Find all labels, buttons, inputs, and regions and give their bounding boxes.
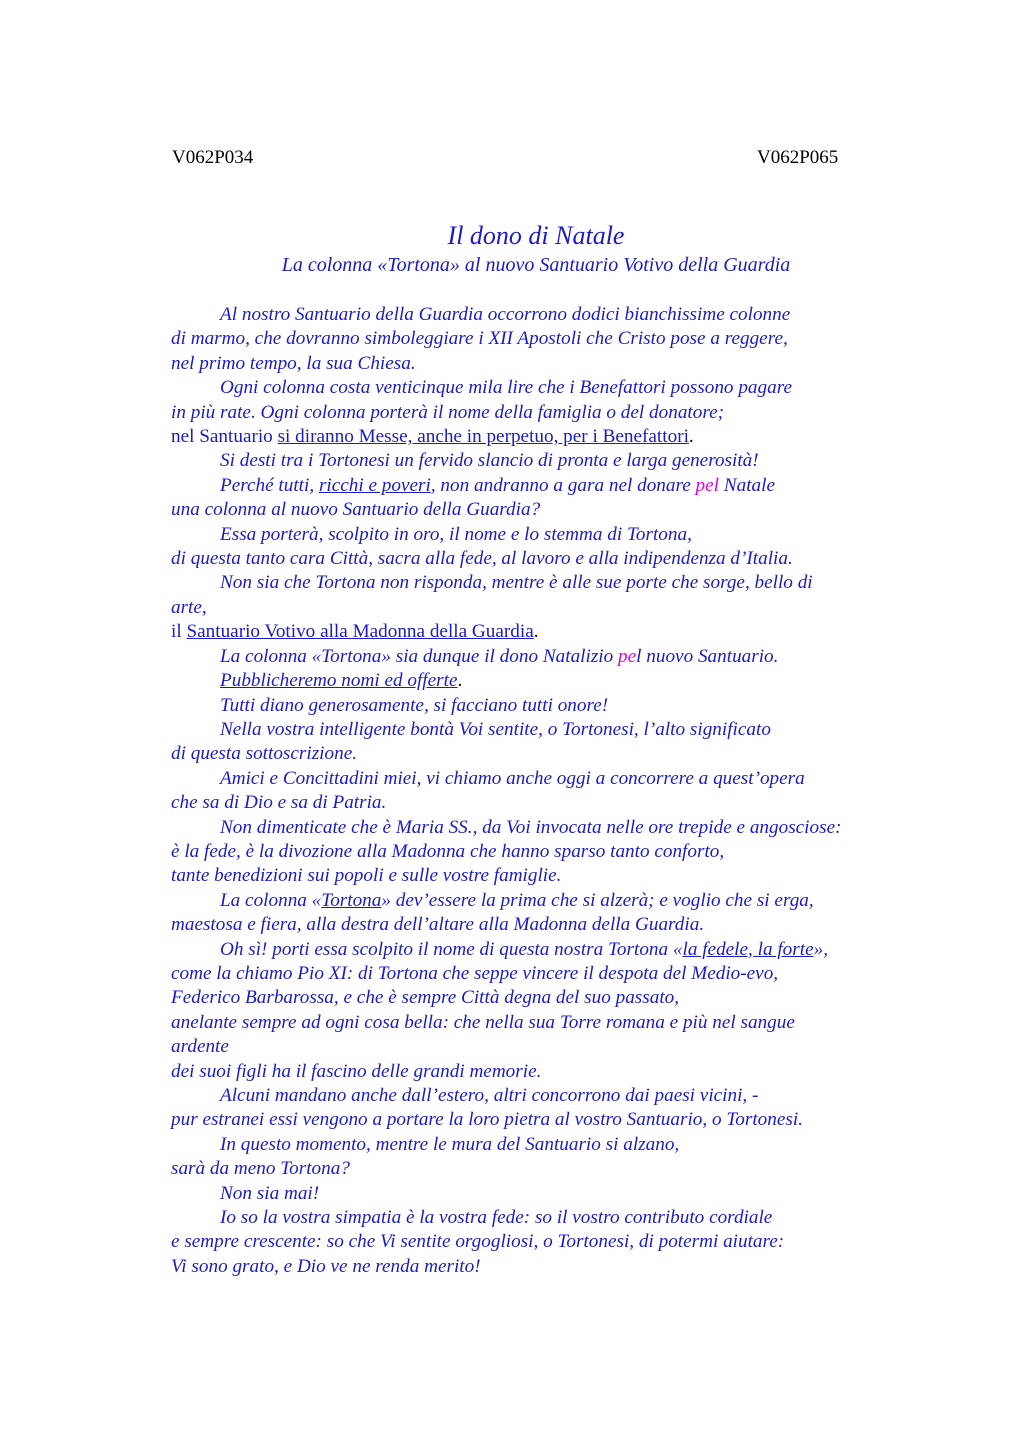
underlined-text: Tortona (321, 889, 382, 911)
page-title: Il dono di Natale (447, 221, 625, 250)
text-line: Tutti diano generosamente, si facciano tutti onore! (220, 694, 609, 716)
underlined-text: la fedele, la forte (682, 938, 814, 960)
text-line: sarà da meno Tortona? (171, 1158, 350, 1180)
document-ref-right: V062P065 (757, 147, 839, 168)
text-line: Vi sono grato, e Dio ve ne renda merito! (171, 1255, 481, 1277)
text-line: pur estranei essi vengono a portare la loro pietra al vostro Santuario, o Tortonesi. (171, 1109, 803, 1131)
text-segment: Perché tutti, (220, 474, 319, 496)
text-segment: , non andranno a gara nel donare (430, 474, 696, 496)
highlighted-text: pel (695, 474, 719, 496)
text-line: Si desti tra i Tortonesi un fervido slancio di pronta e larga generosità! (220, 450, 759, 472)
text-segment: La colonna « (220, 889, 322, 911)
text-segment: Oh sì! porti essa scolpito il nome di questa nostra Tortona « (220, 938, 683, 960)
highlighted-text: pe (618, 645, 637, 667)
text-line: Non sia mai! (220, 1182, 320, 1204)
text-line: In questo momento, mentre le mura del Santuario si alzano, (220, 1133, 680, 1155)
text-line: Nella vostra intelligente bontà Voi sentite, o Tortonesi, l’alto significato (220, 718, 771, 740)
text-line: di questa tanto cara Città, sacra alla fede, al lavoro e alla indipendenza d’Italia. (171, 548, 793, 570)
underlined-text: Santuario Votivo alla Madonna della Guardia (186, 621, 534, 643)
text-line (171, 425, 911, 449)
text-line: è la fede, è la divozione alla Madonna che hanno sparso tanto conforto, (171, 840, 725, 862)
text-line: Alcuni mandano anche dall’estero, altri concorrono dai paesi vicini, - (220, 1085, 759, 1106)
text-line (171, 645, 911, 669)
text-line (171, 938, 911, 962)
text-segment: l nuovo Santuario. (636, 645, 779, 667)
text-line: tante benedizioni sui popoli e sulle vostre famiglie. (171, 865, 562, 887)
underlined-text: Pubblicheremo nomi ed offerte (220, 670, 458, 692)
underlined-text: si diranno Messe, anche in perpetuo, per i Benefattori (277, 426, 689, 448)
text-line: come la chiamo Pio XI: di Tortona che seppe vincere il despota del Medio-evo, (171, 962, 779, 984)
text-line (171, 474, 911, 498)
text-line (171, 620, 911, 644)
text-line: Io so la vostra simpatia è la vostra fede: so il vostro contributo cordiale (220, 1207, 773, 1229)
text-line: maestosa e fiera, alla destra dell’altare alla Madonna della Guardia. (171, 914, 705, 936)
text-line (171, 889, 911, 913)
text-line: anelante sempre ad ogni cosa bella: che nella sua Torre romana e più nel sangue (171, 1011, 795, 1033)
text-line: nel primo tempo, la sua Chiesa. (171, 352, 416, 374)
text-line: Amici e Concittadini miei, vi chiamo anche oggi a concorrere a quest’opera (220, 767, 805, 789)
document-ref-left: V062P034 (172, 147, 254, 168)
letter-body (171, 303, 911, 1279)
text-line: Al nostro Santuario della Guardia occorrono dodici bianchissime colonne (220, 304, 791, 325)
text-line: in più rate. Ogni colonna porterà il nome della famiglia o del donatore; (171, 401, 725, 423)
underlined-text: ricchi e poveri (318, 474, 431, 496)
text-line: Federico Barbarossa, e che è sempre Città degna del suo passato, (171, 987, 680, 1009)
text-line: Non dimenticate che è Maria SS., da Voi invocata nelle ore trepide e angosciose: (220, 816, 842, 838)
text-segment: Natale (719, 474, 775, 496)
text-line: arte, (171, 596, 207, 618)
text-segment: nel Santuario (171, 426, 278, 448)
text-segment: il (171, 621, 187, 643)
text-line: di questa sottoscrizione. (171, 743, 358, 765)
text-segment: », (813, 938, 828, 960)
text-line: Essa porterà, scolpito in oro, il nome e lo stemma di Tortona, (220, 523, 692, 545)
text-segment: La colonna «Tortona» sia dunque il dono Natalizio (220, 645, 619, 667)
page-subtitle: La colonna «Tortona» al nuovo Santuario Votivo della Guardia (281, 254, 791, 276)
text-line: che sa di Dio e sa di Patria. (171, 792, 387, 814)
text-segment: » dev’essere la prima che si alzerà; e voglio che si erga, (381, 889, 814, 911)
text-line: ardente (171, 1036, 229, 1058)
text-segment: . (688, 426, 694, 448)
text-line: dei suoi figli ha il fascino delle grandi memorie. (171, 1060, 542, 1082)
text-line: e sempre crescente: so che Vi sentite orgogliosi, o Tortonesi, di potermi aiutare: (171, 1231, 785, 1253)
text-line (171, 669, 911, 693)
text-segment: . (533, 621, 539, 643)
text-line: Ogni colonna costa venticinque mila lire che i Benefattori possono pagare (220, 377, 792, 399)
text-segment: . (457, 670, 463, 692)
text-line: una colonna al nuovo Santuario della Guardia? (171, 499, 541, 521)
text-line: Non sia che Tortona non risponda, mentre è alle sue porte che sorge, bello di (220, 572, 813, 594)
text-line: di marmo, che dovranno simboleggiare i XII Apostoli che Cristo pose a reggere, (171, 328, 788, 350)
